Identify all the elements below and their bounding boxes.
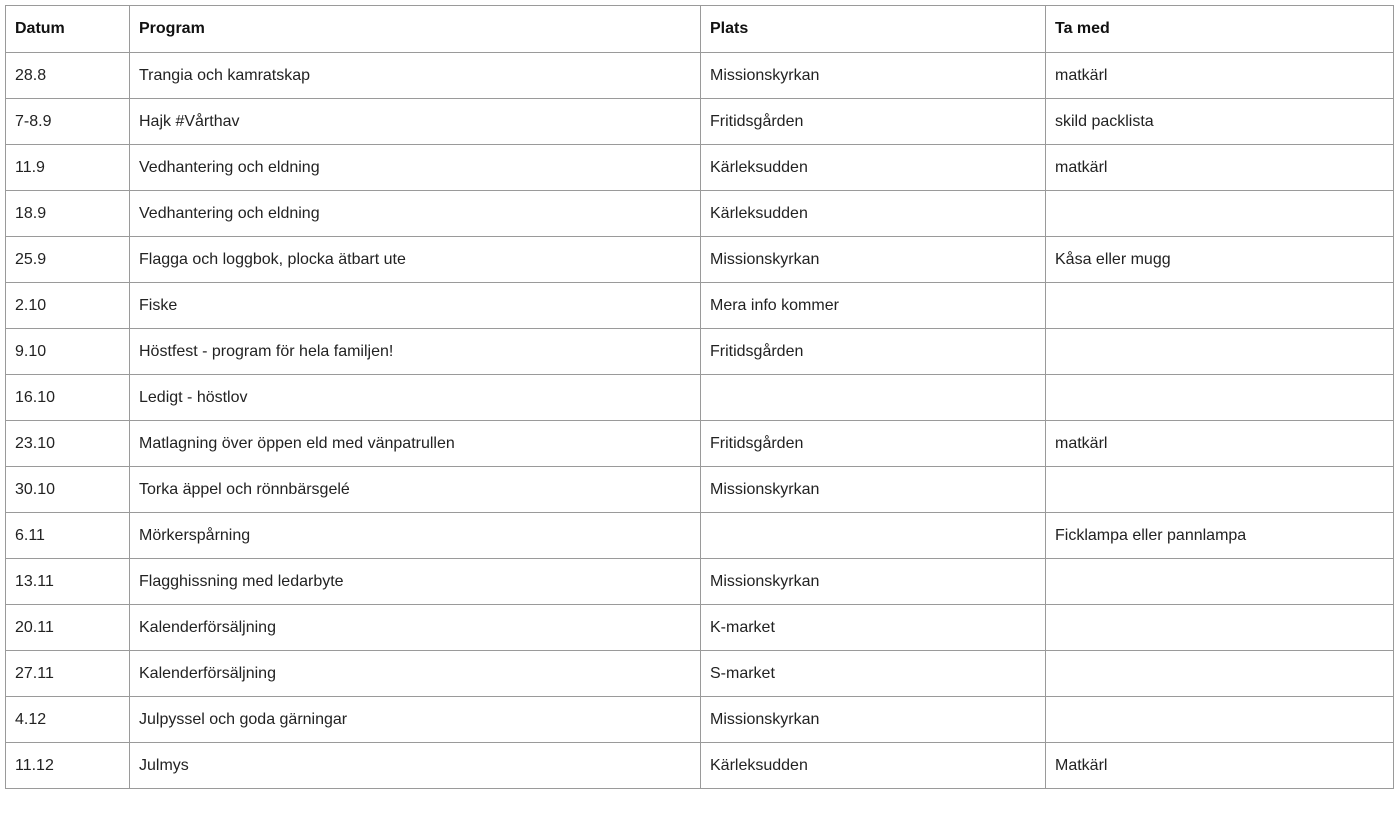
table-row	[6, 559, 1394, 605]
cell-plats	[701, 375, 1046, 421]
table-row	[6, 421, 1394, 467]
table-row	[6, 145, 1394, 191]
cell-datum: 11.9	[6, 145, 130, 191]
cell-datum: 9.10	[6, 329, 130, 375]
table-row	[6, 283, 1394, 329]
cell-ta-med	[1046, 191, 1394, 237]
table-row	[6, 191, 1394, 237]
cell-datum: 25.9	[6, 237, 130, 283]
cell-program: Flagga och loggbok, plocka ätbart ute	[130, 237, 701, 283]
cell-ta-med: matkärl	[1046, 145, 1394, 191]
table-row	[6, 513, 1394, 559]
cell-datum: 16.10	[6, 375, 130, 421]
cell-ta-med	[1046, 697, 1394, 743]
cell-program: Kalenderförsäljning	[130, 651, 701, 697]
cell-program: Vedhantering och eldning	[130, 145, 701, 191]
cell-ta-med	[1046, 651, 1394, 697]
table-row	[6, 651, 1394, 697]
cell-ta-med	[1046, 329, 1394, 375]
cell-program: Ledigt - höstlov	[130, 375, 701, 421]
cell-ta-med: Kåsa eller mugg	[1046, 237, 1394, 283]
table-row	[6, 329, 1394, 375]
cell-datum: 18.9	[6, 191, 130, 237]
cell-plats	[701, 513, 1046, 559]
cell-plats: K-market	[701, 605, 1046, 651]
header-plats: Plats	[701, 6, 1046, 53]
table-row	[6, 237, 1394, 283]
header-program: Program	[130, 6, 701, 53]
cell-program: Mörkerspårning	[130, 513, 701, 559]
cell-ta-med: Matkärl	[1046, 743, 1394, 789]
cell-plats: S-market	[701, 651, 1046, 697]
table-row	[6, 99, 1394, 145]
cell-datum: 2.10	[6, 283, 130, 329]
cell-plats: Fritidsgården	[701, 329, 1046, 375]
cell-plats: Mera info kommer	[701, 283, 1046, 329]
cell-program: Vedhantering och eldning	[130, 191, 701, 237]
cell-plats: Kärleksudden	[701, 191, 1046, 237]
cell-plats: Kärleksudden	[701, 743, 1046, 789]
cell-ta-med: Ficklampa eller pannlampa	[1046, 513, 1394, 559]
cell-plats: Missionskyrkan	[701, 697, 1046, 743]
cell-ta-med	[1046, 605, 1394, 651]
cell-plats: Missionskyrkan	[701, 237, 1046, 283]
cell-datum: 30.10	[6, 467, 130, 513]
schedule-container	[5, 5, 1394, 789]
cell-program: Julmys	[130, 743, 701, 789]
header-datum: Datum	[6, 6, 130, 53]
cell-datum: 20.11	[6, 605, 130, 651]
cell-datum: 13.11	[6, 559, 130, 605]
cell-datum: 27.11	[6, 651, 130, 697]
cell-datum: 23.10	[6, 421, 130, 467]
cell-plats: Fritidsgården	[701, 421, 1046, 467]
cell-datum: 28.8	[6, 53, 130, 99]
cell-ta-med	[1046, 283, 1394, 329]
table-row	[6, 743, 1394, 789]
cell-plats: Missionskyrkan	[701, 467, 1046, 513]
cell-ta-med: skild packlista	[1046, 99, 1394, 145]
header-ta-med: Ta med	[1046, 6, 1394, 53]
cell-datum: 7-8.9	[6, 99, 130, 145]
cell-datum: 11.12	[6, 743, 130, 789]
cell-ta-med	[1046, 559, 1394, 605]
cell-program: Flagghissning med ledarbyte	[130, 559, 701, 605]
cell-datum: 6.11	[6, 513, 130, 559]
cell-program: Kalenderförsäljning	[130, 605, 701, 651]
cell-plats: Missionskyrkan	[701, 53, 1046, 99]
schedule-table	[5, 5, 1394, 789]
cell-program: Hajk #Vårthav	[130, 99, 701, 145]
table-row	[6, 605, 1394, 651]
cell-program: Torka äppel och rönnbärsgelé	[130, 467, 701, 513]
cell-program: Julpyssel och goda gärningar	[130, 697, 701, 743]
cell-datum: 4.12	[6, 697, 130, 743]
cell-plats: Missionskyrkan	[701, 559, 1046, 605]
table-row	[6, 375, 1394, 421]
cell-plats: Kärleksudden	[701, 145, 1046, 191]
cell-program: Trangia och kamratskap	[130, 53, 701, 99]
cell-program: Fiske	[130, 283, 701, 329]
cell-plats: Fritidsgården	[701, 99, 1046, 145]
table-header-row	[6, 6, 1394, 53]
cell-ta-med: matkärl	[1046, 53, 1394, 99]
cell-ta-med	[1046, 467, 1394, 513]
cell-ta-med: matkärl	[1046, 421, 1394, 467]
table-row	[6, 53, 1394, 99]
table-row	[6, 697, 1394, 743]
cell-program: Höstfest - program för hela familjen!	[130, 329, 701, 375]
table-row	[6, 467, 1394, 513]
cell-program: Matlagning över öppen eld med vänpatrullen	[130, 421, 701, 467]
cell-ta-med	[1046, 375, 1394, 421]
